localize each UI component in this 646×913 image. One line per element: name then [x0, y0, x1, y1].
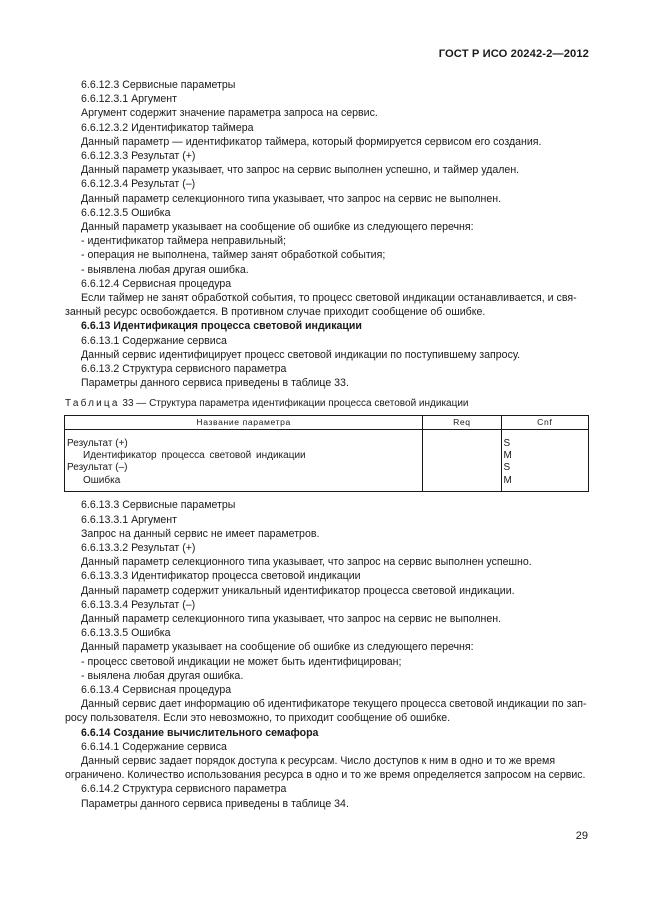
content-top-section	[65, 78, 588, 390]
cnf-value: S	[503, 437, 511, 449]
paragraph-line: 6.6.13.3.5 Ошибка	[81, 627, 171, 640]
paragraph-line: Если таймер не занят обработкой события, то процесс световой индикации останавливается, и свя-	[81, 292, 577, 305]
param-name: Ошибка	[83, 474, 121, 486]
table-caption-title: 33 — Структура параметра идентификации процесса световой индикации	[122, 398, 469, 410]
paragraph-line: Запрос на данный сервис не имеет параметров.	[81, 527, 320, 540]
document-code-header: ГОСТ Р ИСО 20242-2—2012	[438, 48, 589, 60]
param-name: Результат (+)	[67, 437, 128, 449]
paragraph-line: 6.6.13.1 Содержание сервиса	[81, 334, 227, 347]
cnf-value: S	[503, 462, 511, 474]
paragraph-line: 6.6.14.2 Структура сервисного параметра	[81, 783, 287, 796]
paragraph-line: Данный сервис идентифицирует процесс световой индикации по поступившему запросу.	[81, 348, 521, 361]
paragraph-line: 6.6.13.4 Сервисная процедура	[81, 683, 232, 696]
paragraph-line: Аргумент содержит значение параметра запроса на сервис.	[81, 107, 378, 120]
paragraph-line: 6.6.12.3.4 Результат (–)	[81, 178, 196, 191]
cnf-value: M	[503, 474, 512, 486]
paragraph-line: Параметры данного сервиса приведены в таблице 33.	[81, 377, 349, 390]
paragraph-line: 6.6.12.3 Сервисные параметры	[81, 79, 236, 91]
paragraph-line: Данный сервис задает порядок доступа к ресурсам. Число доступов к ним в одно и то же время	[81, 754, 556, 767]
paragraph-line: - выялена любая другая ошибка.	[81, 669, 244, 682]
paragraph-line: 6.6.14.1 Содержание сервиса	[81, 740, 227, 753]
paragraph-line: - процесс световой индикации не может быть идентифицирован;	[81, 655, 402, 668]
paragraph-line: 6.6.12.4 Сервисная процедура	[81, 277, 232, 290]
paragraph-line: - идентификатор таймера неправильный;	[81, 235, 286, 248]
paragraph-line: 6.6.13.3 Сервисные параметры	[81, 499, 236, 512]
section-heading: 6.6.13 Идентификация процесса световой индикации	[81, 320, 362, 333]
table-body-row	[65, 429, 589, 492]
param-name: Результат (–)	[67, 462, 128, 474]
paragraph-line: ограничено. Количество использования ресурса в одно и то же время определяется запросом на сервис.	[65, 769, 586, 782]
paragraph-line: 6.6.13.3.2 Результат (+)	[81, 541, 196, 554]
table-33	[64, 415, 589, 493]
paragraph-line: Данный параметр указывает на сообщение об ошибке из следующего перечня:	[81, 221, 474, 234]
paragraph-line: Данный сервис дает информацию об идентификаторе текущего процесса световой индикации по зап-	[81, 698, 587, 711]
header-req: Req	[423, 415, 501, 429]
table-header-row	[65, 415, 589, 429]
paragraph-line: - операция не выполнена, таймер занят обработкой события;	[81, 249, 386, 262]
paragraph-line: 6.6.12.3.1 Аргумент	[81, 93, 177, 106]
paragraph-line: 6.6.13.2 Структура сервисного параметра	[81, 363, 287, 376]
header-param-name: Название параметра	[65, 415, 423, 429]
paragraph-line: Данный параметр — идентификатор таймера, который формируется сервисом его создания.	[81, 135, 542, 148]
paragraph-line: занный ресурс освобождается. В противном случае приходит сообщение об ошибке.	[65, 306, 486, 319]
content-bottom-section	[65, 498, 588, 810]
paragraph-line: 6.6.12.3.2 Идентификатор таймера	[81, 121, 254, 134]
header-cnf: Cnf	[501, 415, 588, 429]
paragraph-line: - выявлена любая другая ошибка.	[81, 263, 249, 276]
paragraph-line: 6.6.12.3.3 Результат (+)	[81, 150, 196, 163]
paragraph-line: Данный параметр содержит уникальный идентификатор процесса световой индикации.	[81, 584, 515, 597]
param-name-cell	[65, 429, 423, 492]
req-cell	[423, 429, 501, 492]
section-heading: 6.6.14 Создание вычислительного семафора	[81, 726, 319, 739]
param-name: Идентификатор процесса световой индикации	[83, 450, 306, 462]
page-content	[65, 78, 588, 811]
paragraph-line: Параметры данного сервиса приведены в таблице 34.	[81, 797, 349, 810]
cnf-value: M	[503, 450, 512, 462]
paragraph-line: Данный параметр селекционного типа указывает, что запрос на сервис не выполнен.	[81, 612, 502, 625]
table-caption-label: Таблица	[65, 398, 120, 410]
paragraph-line: 6.6.13.3.1 Аргумент	[81, 513, 177, 526]
table-caption	[65, 397, 588, 411]
paragraph-line: 6.6.13.3.4 Результат (–)	[81, 598, 196, 611]
paragraph-line: росу пользователя. Если это невозможно, то приходит сообщение об ошибке.	[65, 712, 451, 725]
paragraph-line: Данный параметр указывает, что запрос на сервис выполнен успешно, и таймер удален.	[81, 164, 520, 177]
paragraph-line: Данный параметр селекционного типа указывает, что запрос на сервис не выполнен.	[81, 192, 502, 205]
paragraph-line: 6.6.12.3.5 Ошибка	[81, 206, 171, 219]
paragraph-line: Данный параметр селекционного типа указывает, что запрос на сервис выполнен успешно.	[81, 556, 532, 569]
paragraph-line: 6.6.13.3.3 Идентификатор процесса световой индикации	[81, 570, 361, 583]
paragraph-line: Данный параметр указывает на сообщение об ошибке из следующего перечня:	[81, 641, 474, 654]
cnf-cell	[501, 429, 588, 492]
page-number: 29	[575, 830, 588, 842]
